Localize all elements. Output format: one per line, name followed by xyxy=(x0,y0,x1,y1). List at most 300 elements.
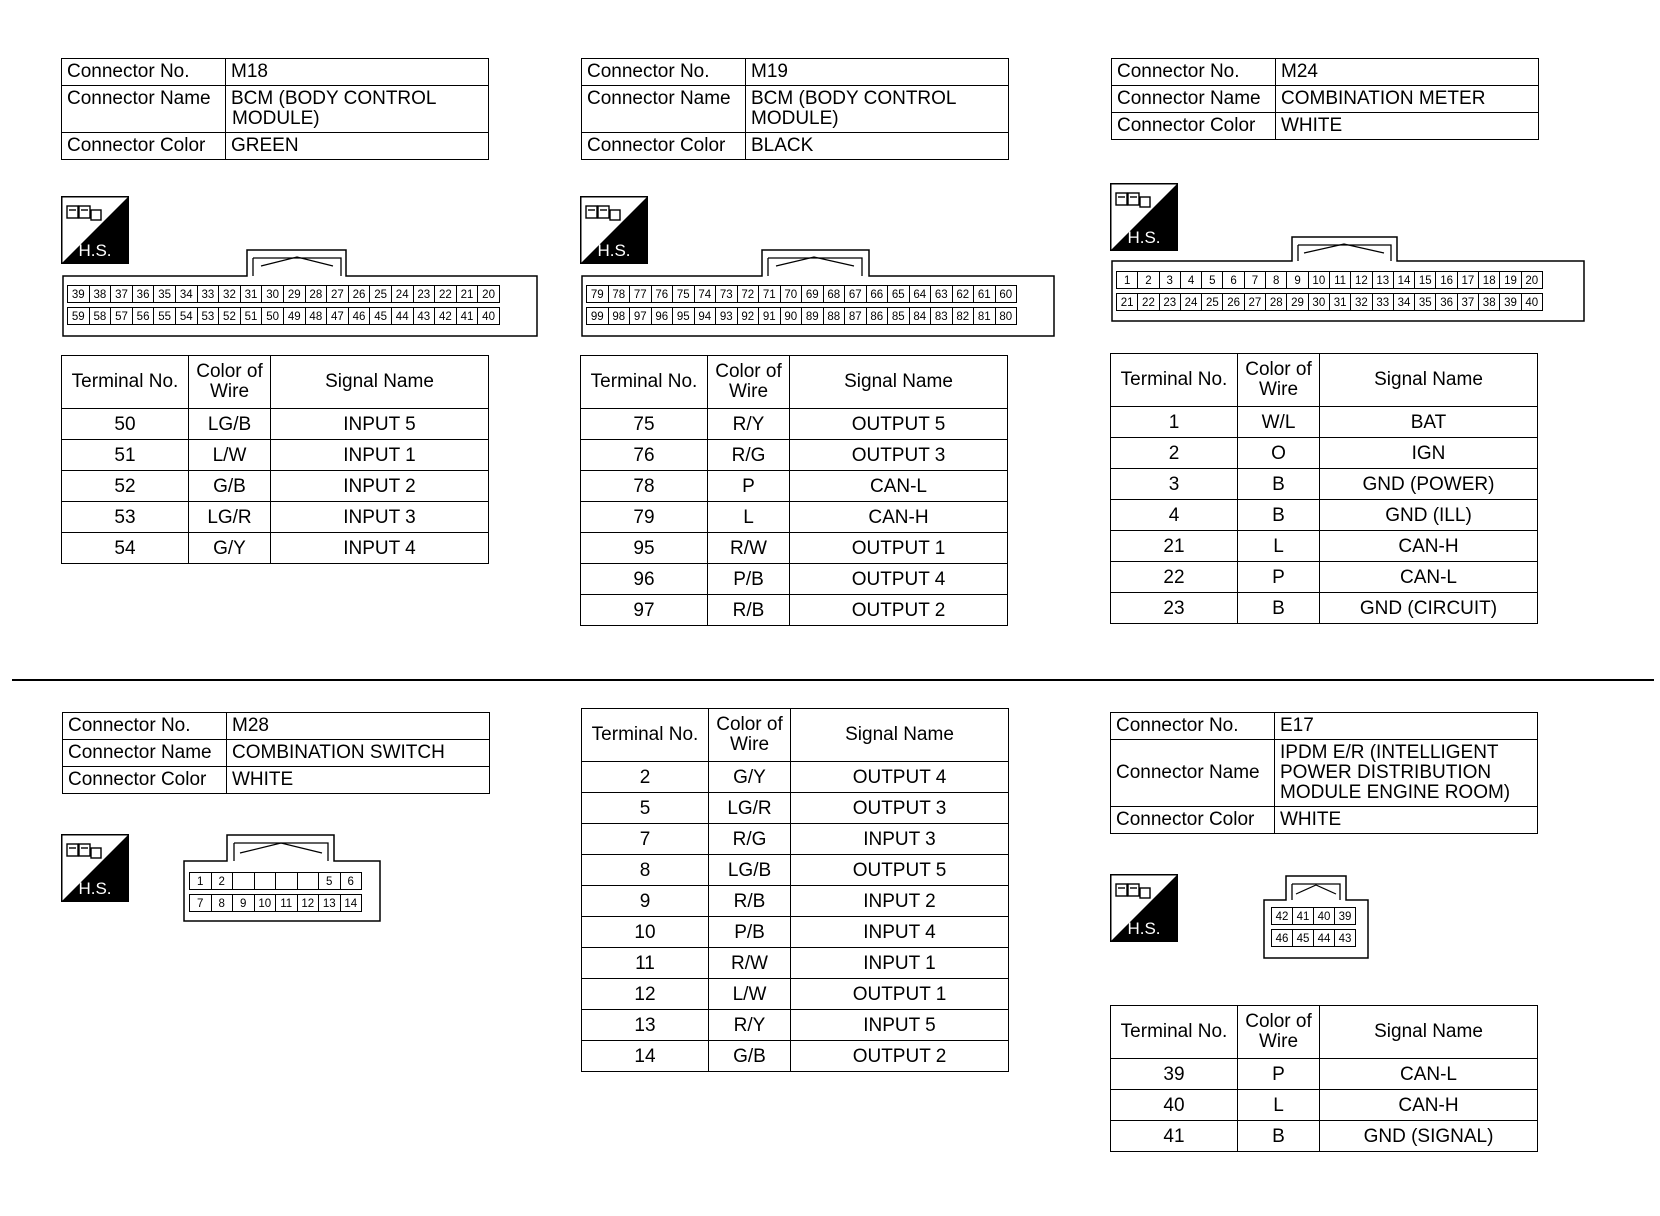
pin-cell: 16 xyxy=(1435,271,1457,289)
signal-name-cell: INPUT 3 xyxy=(271,502,489,533)
pin-cell: 43 xyxy=(1334,929,1356,947)
terminal-no-cell: 10 xyxy=(582,917,709,948)
pin-cell: 57 xyxy=(110,307,133,325)
pin-cell: 13 xyxy=(1372,271,1394,289)
wire-color-cell: LG/R xyxy=(709,793,791,824)
pin-cell: 43 xyxy=(413,307,436,325)
signal-name-cell: INPUT 5 xyxy=(271,409,489,440)
pin-row xyxy=(1272,929,1356,947)
pin-cell: 4 xyxy=(1180,271,1202,289)
terminal-no-cell: 1 xyxy=(1111,407,1238,438)
signal-name-header: Signal Name xyxy=(271,356,489,409)
pin-cell: 39 xyxy=(1499,293,1521,311)
pin-cell: 33 xyxy=(197,285,220,303)
terminal-no-cell: 76 xyxy=(581,440,708,471)
wire-color-cell: B xyxy=(1238,469,1320,500)
pin-cell: 39 xyxy=(1334,907,1356,925)
signal-name-cell: GND (POWER) xyxy=(1320,469,1538,500)
table-row xyxy=(1111,407,1538,438)
pin-cell: 70 xyxy=(780,285,803,303)
pin-cell: 46 xyxy=(1271,929,1293,947)
wire-color-cell: G/Y xyxy=(189,533,271,564)
pin-cell: 7 xyxy=(189,894,212,912)
terminal-no-cell: 75 xyxy=(581,409,708,440)
terminal-no-cell: 52 xyxy=(62,471,189,502)
connector-color-value: GREEN xyxy=(226,132,489,159)
signal-name-cell: OUTPUT 1 xyxy=(790,533,1008,564)
signal-name-cell: INPUT 2 xyxy=(271,471,489,502)
table-row xyxy=(582,886,1009,917)
pin-cell: 26 xyxy=(348,285,371,303)
table-row xyxy=(1111,562,1538,593)
connector-color-value: WHITE xyxy=(227,766,490,793)
e17-connector-info xyxy=(1110,712,1538,834)
pin-row xyxy=(190,872,362,890)
pin-cell xyxy=(232,872,255,890)
terminal-no-cell: 21 xyxy=(1111,531,1238,562)
pin-cell: 49 xyxy=(283,307,306,325)
pin-cell: 64 xyxy=(909,285,932,303)
pin-cell: 82 xyxy=(952,307,975,325)
pin-cell: 27 xyxy=(1244,293,1266,311)
terminal-no-cell: 22 xyxy=(1111,562,1238,593)
table-row xyxy=(62,533,489,564)
wire-color-cell: P/B xyxy=(709,917,791,948)
m18-connector-info xyxy=(61,58,489,160)
pin-cell: 38 xyxy=(1478,293,1500,311)
connector-no-value: E17 xyxy=(1275,713,1538,740)
terminal-no-cell: 96 xyxy=(581,564,708,595)
table-row xyxy=(1111,1121,1538,1152)
wire-color-cell: LG/B xyxy=(189,409,271,440)
connector-no-label: Connector No. xyxy=(1112,59,1276,86)
pin-cell: 45 xyxy=(369,307,392,325)
connector-no-value: M24 xyxy=(1276,59,1539,86)
pin-row xyxy=(587,285,1017,303)
terminal-no-cell: 54 xyxy=(62,533,189,564)
svg-text:H.S.: H.S. xyxy=(597,241,631,260)
signal-name-cell: CAN-H xyxy=(1320,531,1538,562)
table-row xyxy=(1111,438,1538,469)
wire-color-cell: R/W xyxy=(708,533,790,564)
terminal-no-cell: 78 xyxy=(581,471,708,502)
pin-cell: 46 xyxy=(348,307,371,325)
pin-cell: 28 xyxy=(305,285,328,303)
pin-row xyxy=(1272,907,1356,925)
pin-cell: 90 xyxy=(780,307,803,325)
wire-color-cell: L xyxy=(1238,1090,1320,1121)
pin-cell: 37 xyxy=(110,285,133,303)
terminal-no-cell: 3 xyxy=(1111,469,1238,500)
connector-name-label: Connector Name xyxy=(63,739,227,766)
table-row xyxy=(1111,593,1538,624)
pin-cell: 41 xyxy=(456,307,479,325)
pin-cell: 41 xyxy=(1292,907,1314,925)
pin-row xyxy=(68,307,500,325)
pin-cell: 31 xyxy=(1329,293,1351,311)
section-divider xyxy=(12,679,1654,681)
pin-cell: 1 xyxy=(189,872,212,890)
terminal-no-header: Terminal No. xyxy=(62,356,189,409)
svg-text:H.S.: H.S. xyxy=(1127,228,1161,247)
pin-cell: 14 xyxy=(340,894,363,912)
connector-name-value: IPDM E/R (INTELLIGENT POWER DISTRIBUTION MODULE ENGINE ROOM) xyxy=(1275,739,1538,806)
pin-grid xyxy=(1117,271,1543,311)
signal-name-cell: CAN-L xyxy=(1320,562,1538,593)
pin-cell: 24 xyxy=(1180,293,1202,311)
pin-cell: 10 xyxy=(254,894,277,912)
table-row xyxy=(582,1041,1009,1072)
pin-cell: 32 xyxy=(1350,293,1372,311)
pin-cell: 88 xyxy=(823,307,846,325)
connector-name-value: COMBINATION SWITCH xyxy=(227,739,490,766)
connector-color-label: Connector Color xyxy=(1112,112,1276,139)
table-row xyxy=(1111,1059,1538,1090)
wire-color-cell: P xyxy=(1238,1059,1320,1090)
wire-color-cell: G/B xyxy=(709,1041,791,1072)
pin-cell: 68 xyxy=(823,285,846,303)
pin-cell: 2 xyxy=(1137,271,1159,289)
pin-cell: 51 xyxy=(240,307,263,325)
pin-row xyxy=(1117,293,1543,311)
pin-cell: 83 xyxy=(930,307,953,325)
pin-cell: 95 xyxy=(672,307,695,325)
pin-cell: 75 xyxy=(672,285,695,303)
terminal-no-cell: 14 xyxy=(582,1041,709,1072)
connector-no-label: Connector No. xyxy=(62,59,226,86)
connector-name-label: Connector Name xyxy=(1111,739,1275,806)
wire-color-cell: L/W xyxy=(189,440,271,471)
pin-row xyxy=(587,307,1017,325)
pin-cell: 32 xyxy=(218,285,241,303)
pin-cell: 50 xyxy=(261,307,284,325)
svg-text:H.S.: H.S. xyxy=(1127,919,1161,938)
pin-cell: 33 xyxy=(1372,293,1394,311)
wire-color-cell: R/G xyxy=(708,440,790,471)
signal-name-cell: BAT xyxy=(1320,407,1538,438)
pin-cell: 10 xyxy=(1308,271,1330,289)
pin-cell: 99 xyxy=(586,307,609,325)
pin-cell: 17 xyxy=(1457,271,1479,289)
terminal-no-header: Terminal No. xyxy=(581,356,708,409)
wire-color-cell: B xyxy=(1238,1121,1320,1152)
pin-cell: 62 xyxy=(952,285,975,303)
signal-name-cell: INPUT 5 xyxy=(791,1010,1009,1041)
pin-cell: 86 xyxy=(866,307,889,325)
pin-cell: 85 xyxy=(887,307,910,325)
m24-connector-info xyxy=(1111,58,1539,140)
pin-cell: 78 xyxy=(608,285,631,303)
table-row xyxy=(62,440,489,471)
pin-cell: 30 xyxy=(261,285,284,303)
table-row xyxy=(582,793,1009,824)
pin-cell: 40 xyxy=(1313,907,1335,925)
wire-color-cell: L xyxy=(708,502,790,533)
pin-cell: 52 xyxy=(218,307,241,325)
pin-cell: 97 xyxy=(629,307,652,325)
terminal-no-cell: 23 xyxy=(1111,593,1238,624)
wire-color-cell: G/B xyxy=(189,471,271,502)
pin-cell: 28 xyxy=(1265,293,1287,311)
wire-color-cell: LG/B xyxy=(709,855,791,886)
pin-cell: 93 xyxy=(715,307,738,325)
connector-color-label: Connector Color xyxy=(1111,806,1275,833)
terminal-no-cell: 2 xyxy=(1111,438,1238,469)
terminal-no-cell: 13 xyxy=(582,1010,709,1041)
signal-name-cell: GND (CIRCUIT) xyxy=(1320,593,1538,624)
terminal-no-cell: 12 xyxy=(582,979,709,1010)
signal-name-cell: OUTPUT 2 xyxy=(791,1041,1009,1072)
pin-cell: 35 xyxy=(1414,293,1436,311)
pin-row xyxy=(190,894,362,912)
terminal-no-cell: 95 xyxy=(581,533,708,564)
connector-no-value: M19 xyxy=(746,59,1009,86)
signal-name-cell: INPUT 3 xyxy=(791,824,1009,855)
connector-no-label: Connector No. xyxy=(1111,713,1275,740)
pin-cell: 26 xyxy=(1222,293,1244,311)
pin-cell: 6 xyxy=(1222,271,1244,289)
terminal-no-cell: 2 xyxy=(582,762,709,793)
pin-cell: 11 xyxy=(1329,271,1351,289)
wire-color-cell: O xyxy=(1238,438,1320,469)
connector-color-value: WHITE xyxy=(1276,112,1539,139)
connector-color-value: WHITE xyxy=(1275,806,1538,833)
pin-grid xyxy=(587,285,1017,325)
signal-name-cell: IGN xyxy=(1320,438,1538,469)
connector-name-label: Connector Name xyxy=(582,85,746,132)
signal-name-cell: INPUT 1 xyxy=(271,440,489,471)
table-row xyxy=(581,533,1008,564)
pin-cell: 25 xyxy=(369,285,392,303)
pin-cell: 25 xyxy=(1201,293,1223,311)
signal-name-cell: CAN-H xyxy=(1320,1090,1538,1121)
m24-terminal-table xyxy=(1110,353,1538,624)
terminal-no-cell: 8 xyxy=(582,855,709,886)
pin-cell: 94 xyxy=(694,307,717,325)
pin-cell: 71 xyxy=(758,285,781,303)
pin-grid xyxy=(1272,907,1356,947)
terminal-no-header: Terminal No. xyxy=(1111,1006,1238,1059)
table-row xyxy=(1111,531,1538,562)
pin-cell: 48 xyxy=(305,307,328,325)
pin-cell: 29 xyxy=(283,285,306,303)
signal-name-cell: OUTPUT 5 xyxy=(791,855,1009,886)
pin-cell: 53 xyxy=(197,307,220,325)
pin-cell: 19 xyxy=(1499,271,1521,289)
pin-cell: 65 xyxy=(887,285,910,303)
terminal-no-cell: 79 xyxy=(581,502,708,533)
connector-name-label: Connector Name xyxy=(62,85,226,132)
color-of-wire-header: Color of Wire xyxy=(1238,354,1320,407)
wire-color-cell: W/L xyxy=(1238,407,1320,438)
signal-name-cell: INPUT 4 xyxy=(791,917,1009,948)
table-row xyxy=(582,948,1009,979)
pin-cell: 9 xyxy=(232,894,255,912)
signal-name-header: Signal Name xyxy=(790,356,1008,409)
pin-grid xyxy=(68,285,500,325)
pin-cell: 14 xyxy=(1393,271,1415,289)
harness-side-icon xyxy=(61,834,129,902)
terminal-no-cell: 40 xyxy=(1111,1090,1238,1121)
pin-cell: 11 xyxy=(275,894,298,912)
pin-cell: 5 xyxy=(1201,271,1223,289)
wire-color-cell: G/Y xyxy=(709,762,791,793)
pin-cell: 79 xyxy=(586,285,609,303)
terminal-no-cell: 4 xyxy=(1111,500,1238,531)
signal-name-cell: OUTPUT 5 xyxy=(790,409,1008,440)
pin-cell: 59 xyxy=(67,307,90,325)
m28-connector-info xyxy=(62,712,490,794)
connector-no-value: M18 xyxy=(226,59,489,86)
m19-connector-info xyxy=(581,58,1009,160)
wire-color-cell: B xyxy=(1238,500,1320,531)
pin-cell: 45 xyxy=(1292,929,1314,947)
wire-color-cell: R/Y xyxy=(708,409,790,440)
pin-cell: 9 xyxy=(1286,271,1308,289)
pin-cell: 13 xyxy=(318,894,341,912)
table-row xyxy=(1111,500,1538,531)
terminal-no-cell: 97 xyxy=(581,595,708,626)
connector-no-label: Connector No. xyxy=(582,59,746,86)
wire-color-cell: P xyxy=(708,471,790,502)
signal-name-cell: OUTPUT 1 xyxy=(791,979,1009,1010)
pin-cell: 1 xyxy=(1116,271,1138,289)
signal-name-cell: OUTPUT 3 xyxy=(790,440,1008,471)
svg-text:H.S.: H.S. xyxy=(78,879,112,898)
pin-cell: 2 xyxy=(211,872,234,890)
terminal-no-cell: 5 xyxy=(582,793,709,824)
pin-cell: 66 xyxy=(866,285,889,303)
pin-cell: 77 xyxy=(629,285,652,303)
signal-name-cell: GND (ILL) xyxy=(1320,500,1538,531)
pin-cell: 39 xyxy=(67,285,90,303)
connector-name-label: Connector Name xyxy=(1112,85,1276,112)
pin-cell: 58 xyxy=(89,307,112,325)
terminal-no-header: Terminal No. xyxy=(1111,354,1238,407)
table-row xyxy=(62,409,489,440)
pin-cell: 34 xyxy=(175,285,198,303)
pin-cell xyxy=(275,872,298,890)
signal-name-header: Signal Name xyxy=(791,709,1009,762)
pin-cell: 40 xyxy=(1521,293,1543,311)
wire-color-cell: R/W xyxy=(709,948,791,979)
wire-color-cell: LG/R xyxy=(189,502,271,533)
pin-cell: 15 xyxy=(1414,271,1436,289)
pin-cell: 6 xyxy=(340,872,363,890)
pin-cell: 36 xyxy=(132,285,155,303)
table-row xyxy=(1111,469,1538,500)
wire-color-cell: R/B xyxy=(709,886,791,917)
pin-cell: 91 xyxy=(758,307,781,325)
pin-cell: 12 xyxy=(1350,271,1372,289)
pin-cell: 20 xyxy=(477,285,500,303)
pin-cell: 96 xyxy=(651,307,674,325)
pin-cell: 7 xyxy=(1244,271,1266,289)
terminal-no-cell: 39 xyxy=(1111,1059,1238,1090)
pin-cell: 38 xyxy=(89,285,112,303)
pin-cell: 8 xyxy=(211,894,234,912)
pin-cell: 81 xyxy=(973,307,996,325)
color-of-wire-header: Color of Wire xyxy=(189,356,271,409)
table-row xyxy=(581,502,1008,533)
terminal-no-cell: 9 xyxy=(582,886,709,917)
signal-name-header: Signal Name xyxy=(1320,1006,1538,1059)
pin-cell: 37 xyxy=(1457,293,1479,311)
pin-cell: 54 xyxy=(175,307,198,325)
m19-terminal-table xyxy=(580,355,1008,626)
pin-cell: 55 xyxy=(153,307,176,325)
wire-color-cell: B xyxy=(1238,593,1320,624)
table-row xyxy=(581,471,1008,502)
connector-color-label: Connector Color xyxy=(62,132,226,159)
pin-cell: 36 xyxy=(1435,293,1457,311)
pin-cell: 8 xyxy=(1265,271,1287,289)
e17-terminal-table xyxy=(1110,1005,1538,1152)
table-row xyxy=(62,471,489,502)
pin-cell: 47 xyxy=(326,307,349,325)
pin-cell: 92 xyxy=(737,307,760,325)
signal-name-cell: INPUT 2 xyxy=(791,886,1009,917)
pin-cell: 35 xyxy=(153,285,176,303)
terminal-no-cell: 41 xyxy=(1111,1121,1238,1152)
pin-cell: 30 xyxy=(1308,293,1330,311)
pin-cell: 12 xyxy=(297,894,320,912)
wire-color-cell: R/B xyxy=(708,595,790,626)
pin-cell: 98 xyxy=(608,307,631,325)
pin-cell: 20 xyxy=(1521,271,1543,289)
pin-cell: 21 xyxy=(456,285,479,303)
pin-cell: 18 xyxy=(1478,271,1500,289)
pin-cell: 74 xyxy=(694,285,717,303)
table-row xyxy=(582,917,1009,948)
connector-name-value: COMBINATION METER xyxy=(1276,85,1539,112)
signal-name-cell: INPUT 4 xyxy=(271,533,489,564)
table-row xyxy=(581,564,1008,595)
signal-name-cell: OUTPUT 4 xyxy=(791,762,1009,793)
table-row xyxy=(582,979,1009,1010)
color-of-wire-header: Color of Wire xyxy=(1238,1006,1320,1059)
pin-cell: 27 xyxy=(326,285,349,303)
signal-name-cell: OUTPUT 3 xyxy=(791,793,1009,824)
pin-cell: 42 xyxy=(434,307,457,325)
pin-cell: 89 xyxy=(801,307,824,325)
signal-name-cell: CAN-L xyxy=(790,471,1008,502)
color-of-wire-header: Color of Wire xyxy=(708,356,790,409)
m28-terminal-table xyxy=(581,708,1009,1072)
svg-text:H.S.: H.S. xyxy=(78,241,112,260)
terminal-no-cell: 50 xyxy=(62,409,189,440)
table-row xyxy=(1111,1090,1538,1121)
signal-name-header: Signal Name xyxy=(1320,354,1538,407)
wire-color-cell: R/G xyxy=(709,824,791,855)
signal-name-cell: OUTPUT 2 xyxy=(790,595,1008,626)
pin-cell: 73 xyxy=(715,285,738,303)
pin-cell: 87 xyxy=(844,307,867,325)
pin-cell: 21 xyxy=(1116,293,1138,311)
wire-color-cell: P/B xyxy=(708,564,790,595)
terminal-no-cell: 11 xyxy=(582,948,709,979)
pin-cell: 61 xyxy=(973,285,996,303)
pin-cell: 44 xyxy=(391,307,414,325)
table-row xyxy=(582,855,1009,886)
m18-terminal-table xyxy=(61,355,489,564)
pin-cell: 5 xyxy=(318,872,341,890)
table-row xyxy=(62,502,489,533)
wire-color-cell: L/W xyxy=(709,979,791,1010)
pin-cell: 60 xyxy=(995,285,1018,303)
pin-cell: 29 xyxy=(1286,293,1308,311)
terminal-no-cell: 7 xyxy=(582,824,709,855)
